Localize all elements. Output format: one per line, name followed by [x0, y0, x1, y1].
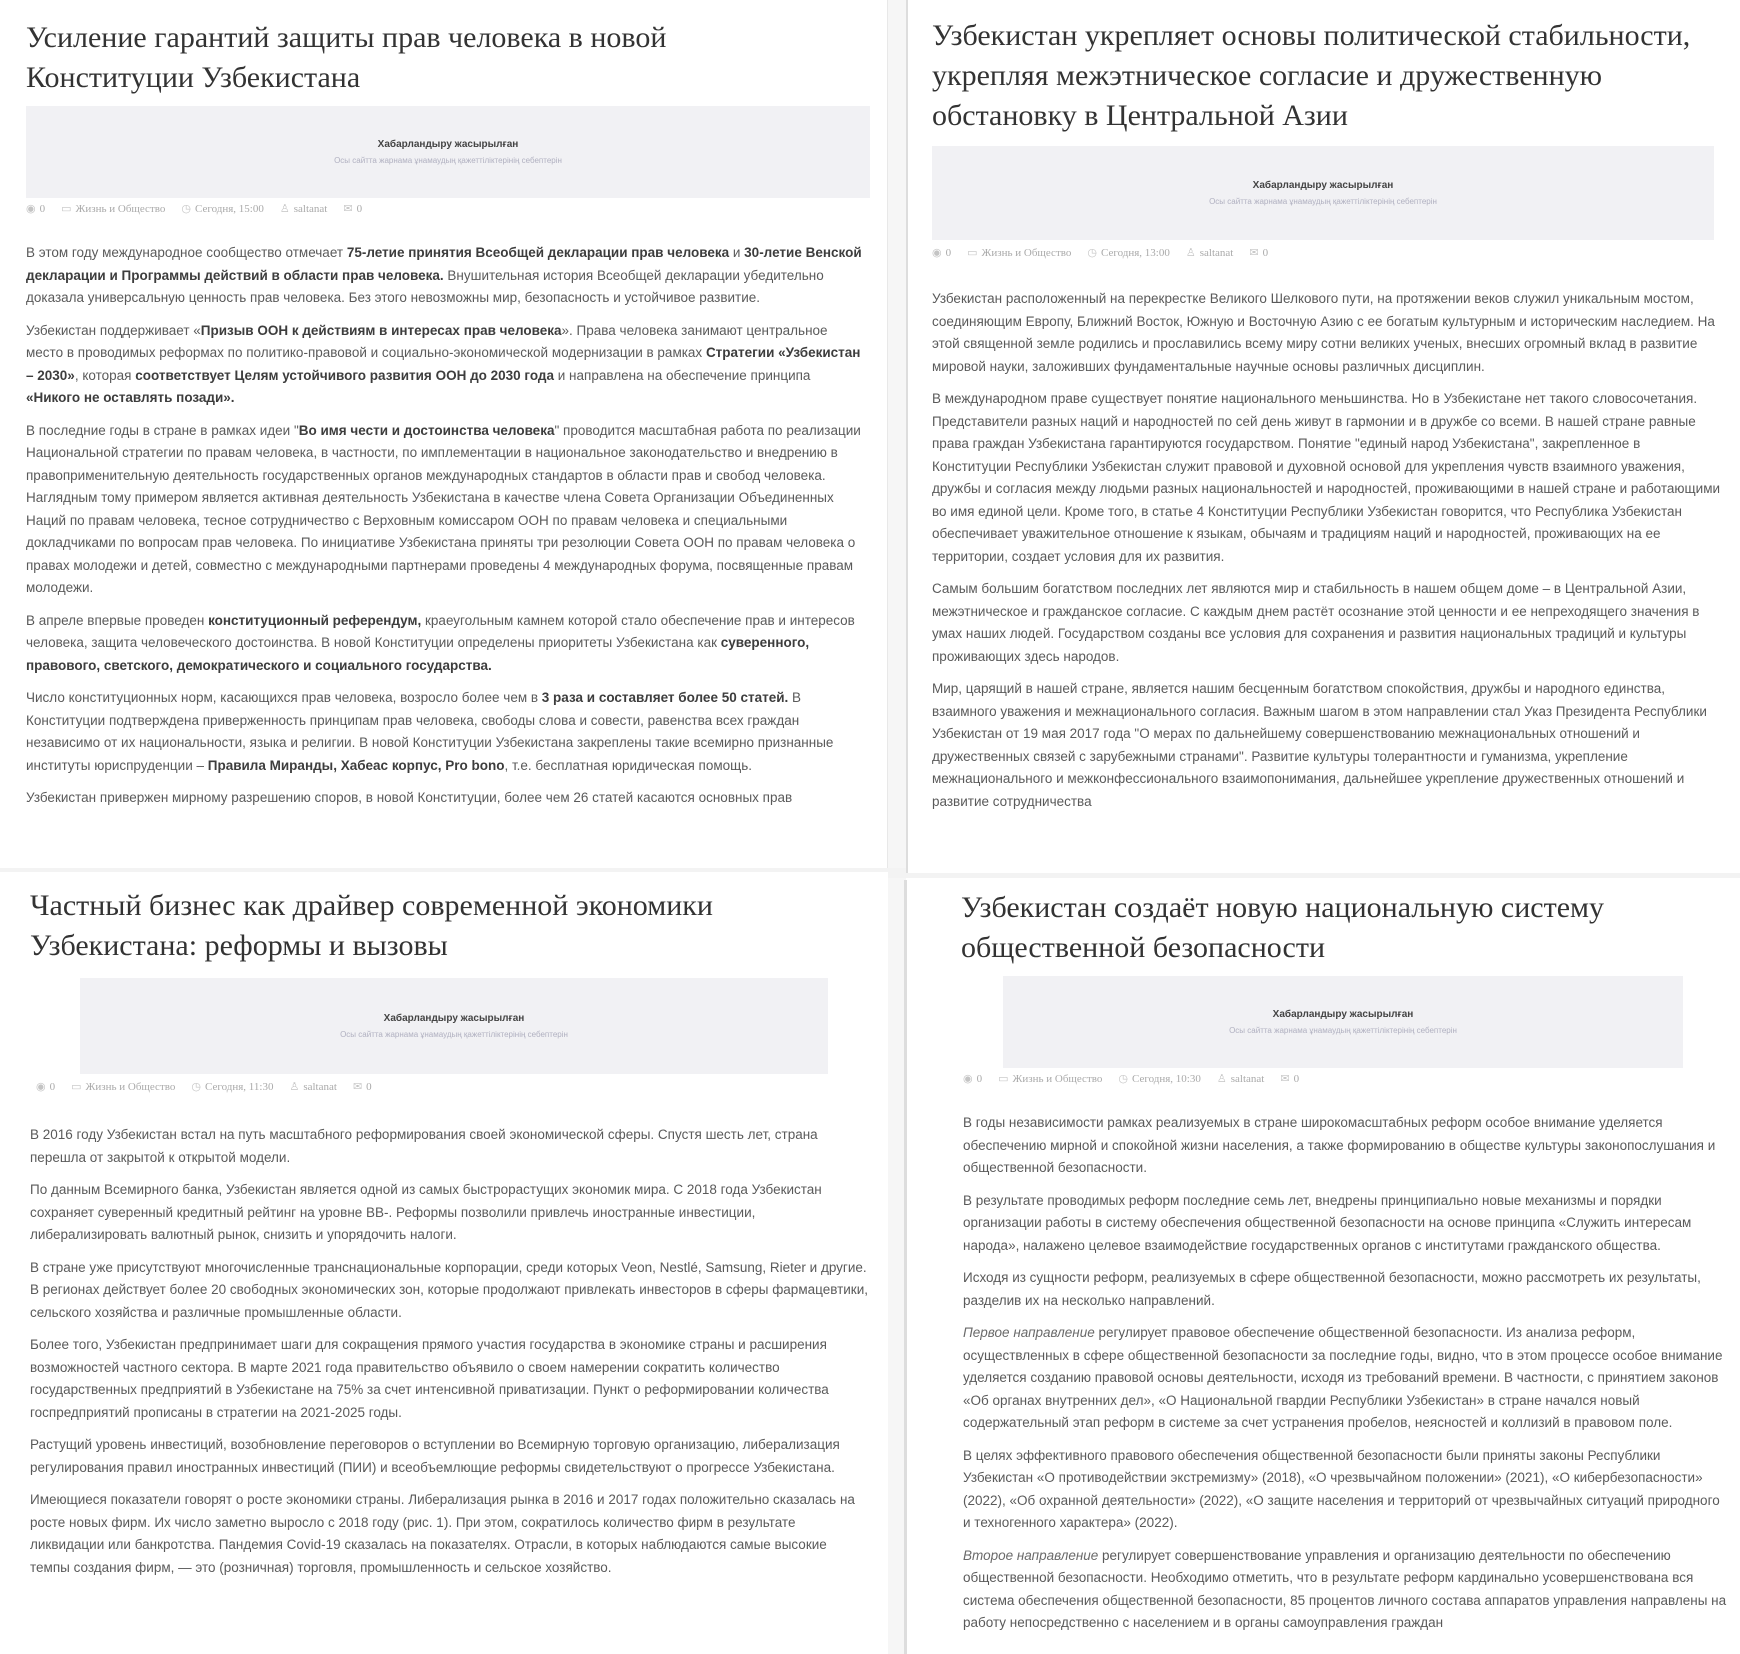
text-run: Самым большим богатством последних лет являются мир и стабильность в нашем общем доме – в Центральной Азии, межэтническое и гражданское согласие. С каждым днем растёт осознание этой ценности и ее непреходящего значения в умах наших людей. Государством созданы все условия для сохранения и развития национальных традиций и культуры проживающих здесь народов.	[932, 581, 1700, 664]
bold-text: 3 раза и составляет более 50 статей.	[541, 690, 789, 705]
bold-text: суверенного, правового, светского, демократического и социального государства.	[26, 635, 810, 673]
eye-icon: ◉	[26, 203, 36, 215]
clock-icon: ◷	[181, 203, 191, 215]
ad-subtitle: Осы сайтта жарнама ұнамаудың қажеттіліктерінің себептерін	[334, 156, 562, 165]
article-paragraph	[932, 288, 1722, 378]
article-paragraph	[30, 1334, 870, 1424]
article-paragraph	[963, 1267, 1727, 1312]
article-paragraph	[963, 1112, 1727, 1180]
bold-text: «Никого не оставлять позади».	[26, 390, 235, 405]
text-run: регулирует правовое обеспечение общественной безопасности. Из анализа реформ, осуществленных в сфере общественной безопасности за последние годы, видно, что в этом процессе особое внимание уделяется созданию правовой основы деятельности, исходя из требований времени. В частности, с принятием законов «Об органах внутренних дел», «О Национальной гвардии Республики Узбекистан» в стране начался новый содержательный этап реформ в системе за счет устранения пробелов, неясностей и коллизий в правовом поле.	[963, 1325, 1723, 1430]
ad-title: Хабарландыру жасырылған	[377, 139, 519, 150]
ad-title: Хабарландыру жасырылған	[383, 1013, 525, 1024]
article-paragraph	[932, 388, 1722, 568]
article-paragraph	[963, 1545, 1727, 1635]
views-count: ◉ 0	[963, 1072, 983, 1085]
ad-subtitle: Осы сайтта жарнама ұнамаудың қажеттіліктерінің себептерін	[340, 1030, 568, 1039]
comments-count[interactable]: ✉ 0	[1280, 1072, 1300, 1085]
text-run: , т.е. бесплатная юридическая помощь.	[504, 757, 753, 773]
author-link[interactable]: ♙ saltanat	[1216, 1072, 1265, 1085]
text-run: В стране уже присутствуют многочисленные транснациональные корпорации, среди которых Veon, Nestlé, Samsung, Rieter и другие. В регионах действует более 20 свободных экономических зон, которые продолжают привлекать инвесторов в сферы фармацевтики, сельского хозяйства и различные промышленные области.	[30, 1259, 868, 1320]
bold-text: Призыв ООН к действиям в интересах прав человека	[200, 322, 562, 338]
user-icon: ♙	[1216, 1073, 1227, 1085]
category-link[interactable]: ▭ Жизнь и Общество	[71, 1080, 176, 1093]
text-run: В Конституции подтверждена приверженность принципам прав человека, свободы слова и совести, равенства всех граждан независимо от их национальности, языка и религии. В новой Конституции Узбекистана закреплены такие всемирно признанные институты юриспруденции –	[26, 690, 834, 773]
ad-placeholder	[26, 106, 870, 198]
italic-text: Второе направление	[963, 1547, 1099, 1563]
user-icon: ♙	[1185, 247, 1196, 259]
text-run: Имеющиеся показатели говорят о росте экономики страны. Либерализация рынка в 2016 и 2017 годах положительно сказалась на росте новых фирм. Их число заметно выросло с 2018 году (рис. 1). При этом, сократилось количество фирм в результате ликвидации или банкротства. Пандемия Covid-19 сказалась на показателях. Отрасли, в которых наблюдаются самые высокие темпы создания фирм, — это (розничная) торговля, промышленность и сельское хозяйство.	[30, 1492, 855, 1575]
publish-time: ◷ Сегодня, 11:30	[191, 1080, 274, 1093]
author-link[interactable]: ♙ saltanat	[289, 1080, 337, 1093]
ad-placeholder	[932, 146, 1714, 240]
text-run: и	[729, 245, 745, 260]
publish-time: ◷ Сегодня, 15:00	[181, 202, 264, 215]
text-run: Более того, Узбекистан предпринимает шаги для сокращения прямого участия государства в экономике страны и расширения возможностей частного сектора. В марте 2021 года правительство объявило о своем намерении сократить количество государственных предприятий в Узбекистане на 75% за счет интенсивной приватизации. Пункт о реформировании количества госпредприятий прописаны в стратегии на 2021-2025 годы.	[30, 1337, 829, 1420]
article-panel-2	[906, 0, 1740, 873]
bold-text: соответствует Целям устойчивого развития ООН до 2030 года	[135, 367, 555, 383]
comment-icon: ✉	[343, 203, 353, 215]
folder-icon: ▭	[71, 1081, 82, 1093]
ad-title: Хабарландыру жасырылған	[1272, 1009, 1414, 1020]
comment-icon: ✉	[352, 1081, 363, 1093]
publish-time: ◷ Сегодня, 13:00	[1087, 246, 1170, 259]
publish-time: ◷ Сегодня, 10:30	[1118, 1072, 1201, 1085]
user-icon: ♙	[279, 203, 290, 215]
text-run: ». Права человека занимают центральное место в проводимых реформах по политико-правовой и социально-экономической модернизации в рамках	[26, 322, 828, 360]
ad-subtitle: Осы сайтта жарнама ұнамаудың қажеттіліктерінің себептерін	[1229, 1026, 1457, 1035]
article-paragraph	[30, 1257, 870, 1325]
text-run: В целях эффективного правового обеспечения общественной безопасности были приняты законы Республики Узбекистан «О противодействии экстремизму» (2018), «О чрезвычайном положении» (2021), «О кибербезопасности» (2022), «Об охранной деятельности» (2022), «О защите населения и территорий от чрезвычайных ситуаций природного и техногенного характера» (2022).	[963, 1447, 1720, 1530]
article-meta	[932, 246, 1268, 259]
ad-subtitle: Осы сайтта жарнама ұнамаудың қажеттіліктерінің себептерін	[1209, 197, 1437, 206]
category-link[interactable]: ▭ Жизнь и Общество	[61, 202, 166, 215]
eye-icon: ◉	[963, 1073, 973, 1085]
article-panel-4	[904, 880, 1740, 1654]
article-paragraph	[26, 420, 868, 600]
article-paragraph	[26, 787, 868, 810]
text-run: В апреле впервые проведен	[26, 612, 209, 628]
bold-text: Правила Миранды, Хабеас корпус, Pro bono	[207, 757, 505, 773]
folder-icon: ▭	[998, 1073, 1009, 1085]
article-panel-3	[0, 872, 888, 1654]
author-link[interactable]: ♙ saltanat	[279, 202, 328, 215]
article-paragraph	[30, 1124, 870, 1169]
text-run: В международном праве существует понятие национального меньшинства. Но в Узбекистане нет такого словосочетания. Представители разных наций и народностей по сей день живут в гармонии и в дружбе со всеми. В нашей стране равные права граждан Узбекистана гарантируются государством. Понятие "единый народ Узбекистана", закрепленное в Конституции Республики Узбекистан служит правовой и духовной основой для укрепления чувств взаимного уважения, дружбы и согласия между людьми разных национальностей и народностей, проживающими в нашей стране и работающими во имя единой цели. Кроме того, в статье 4 Конституции Республики Узбекистан говорится, что Республика Узбекистан обеспечивает уважительное отношение к языкам, обычаям и традициям наций и народностей, проживающих на ее территории, создает условия для их развития.	[932, 391, 1721, 564]
text-run: Число конституционных норм, касающихся прав человека, возросло более чем в	[26, 690, 542, 705]
article-paragraph	[963, 1445, 1727, 1535]
italic-text: Первое направление	[963, 1325, 1095, 1340]
bold-text: Стратегии «Узбекистан – 2030»	[26, 345, 861, 383]
text-run: Узбекистан расположенный на перекрестке Великого Шелкового пути, на протяжении веков служил уникальным мостом, соединяющим Европу, Ближний Восток, Южную и Восточную Азию с ее богатым культурным и историческим наследием. На этой священной земле родились и прославились всему миру сотни великих ученых, внесших огромный вклад в развитие мировой науки, заложивших фундаментальные научные основы различных дисциплин.	[932, 291, 1715, 374]
comment-icon: ✉	[1280, 1073, 1290, 1085]
text-run: Внушительная история Всеобщей декларации убедительно доказала универсальную ценность прав человека. Без этого невозможны мир, безопасность и устойчивое развитие.	[26, 267, 824, 305]
article-title[interactable]: Частный бизнес как драйвер современной экономики Узбекистана: реформы и вызовы	[30, 889, 713, 962]
folder-icon: ▭	[61, 203, 72, 215]
text-run: , которая	[74, 367, 136, 383]
category-link[interactable]: ▭ Жизнь и Общество	[967, 246, 1072, 259]
article-panel-1	[0, 0, 888, 868]
user-icon: ♙	[289, 1081, 300, 1093]
category-link[interactable]: ▭ Жизнь и Общество	[998, 1072, 1103, 1085]
article-paragraph	[26, 687, 868, 777]
article-title[interactable]: Узбекистан укрепляет основы политической стабильности, укрепляя межэтническое согласие и дружественную обстановку в Центральной Азии	[932, 19, 1691, 132]
article-body	[30, 1124, 870, 1589]
clock-icon: ◷	[1118, 1073, 1128, 1085]
bold-text: 30-летие Венской декларации и Программы действий в области прав человека.	[26, 245, 862, 283]
article-meta	[963, 1072, 1299, 1085]
text-run: В годы независимости рамках реализуемых в стране широкомасштабных реформ особое внимание уделяется обеспечению мирной и спокойной жизни населения, а также формированию в обществе культуры законопослушания и общественной безопасности.	[963, 1115, 1716, 1175]
article-paragraph	[26, 320, 868, 410]
text-run: По данным Всемирного банка, Узбекистан является одной из самых быстрорастущих экономик мира. С 2018 года Узбекистан сохраняет суверенный кредитный рейтинг на уровне BB-. Реформы позволили привлечь иностранные инвестиции, либерализировать валютный рынок, снизить и упорядочить налоги.	[30, 1182, 822, 1242]
article-paragraph	[30, 1489, 870, 1579]
article-title[interactable]: Узбекистан создаёт новую национальную систему общественной безопасности	[961, 891, 1604, 964]
text-run: Узбекистан поддерживает «	[26, 322, 201, 338]
eye-icon: ◉	[932, 247, 942, 259]
comment-icon: ✉	[1249, 247, 1259, 259]
text-run: В последние годы в стране в рамках идеи "	[26, 422, 299, 438]
article-paragraph	[932, 678, 1722, 813]
text-run: " проводится масштабная работа по реализации Национальной стратегии по правам человека, в частности, по имплементации в национальное законодательство и внедрению в правоприменительную деятельность государственных органов международных стандартов в области прав и свобод человека. Наглядным тому примером является активная деятельность Узбекистана в качестве члена Совета Организации Объединенных Наций по правам человека, тесное сотрудничество с Верховным комиссаром ООН по правам человека и специальными докладчиками по вопросам прав человека. По инициативе Узбекистана приняты три резолюции Совета ООН по правам человека о правах молодежи и детей, совместно с международными партнерами проведены 4 международных форума, посвященные правам молодежи.	[26, 422, 861, 595]
eye-icon: ◉	[36, 1081, 46, 1093]
text-run: Мир, царящий в нашей стране, является нашим бесценным богатством спокойствия, дружбы и народного единства, взаимного уважения и межнационального согласия. Важным шагом в этом направлении стал Указ Президента Республики Узбекистан от 19 мая 2017 года "О мерах по дальнейшему совершенствованию межнациональных отношений и дружественных связей с зарубежными странами". Развитие культуры толерантности и гуманизма, укрепление межнационального и межконфессионального взаимопонимания, дальнейшее укрепление дружественных отношений и развитие сотрудничества	[932, 681, 1707, 809]
comments-count[interactable]: ✉ 0	[343, 202, 363, 215]
folder-icon: ▭	[967, 247, 978, 259]
text-run: В 2016 году Узбекистан встал на путь масштабного реформирования своей экономической сферы. Спустя шесть лет, страна перешла от закрытой к открытой модели.	[30, 1127, 818, 1165]
article-paragraph	[30, 1434, 870, 1479]
text-run: В этом году международное сообщество отмечает	[26, 245, 347, 260]
clock-icon: ◷	[1087, 247, 1097, 259]
article-paragraph	[26, 610, 868, 678]
article-body	[963, 1112, 1727, 1645]
clock-icon: ◷	[191, 1081, 201, 1093]
ad-title: Хабарландыру жасырылған	[1252, 180, 1394, 191]
text-run: Растущий уровень инвестиций, возобновление переговоров о вступлении во Всемирную торговую организацию, либерализация регулирования правил иностранных инвестиций (ПИИ) и всеобъемлющие реформы свидетельствуют о прогрессе Узбекистана.	[30, 1437, 840, 1475]
article-body	[26, 242, 868, 820]
ad-placeholder	[80, 978, 828, 1074]
bold-text: 75-летие принятия Всеобщей декларации прав человека	[346, 245, 730, 260]
views-count: ◉ 0	[36, 1080, 56, 1093]
article-body	[932, 288, 1722, 823]
article-paragraph	[26, 242, 868, 310]
text-run: Исходя из сущности реформ, реализуемых в сфере общественной безопасности, можно рассмотреть их результаты, разделив их на несколько направлений.	[963, 1270, 1701, 1308]
text-run: Узбекистан привержен мирному разрешению споров, в новой Конституции, более чем 26 статей касаются основных прав	[26, 790, 793, 805]
text-run: краеугольным камнем которой стало обеспечение прав и интересов человека, защита человеческого достоинства. В новой Конституции определены приоритеты Узбекистана как	[26, 612, 855, 650]
article-paragraph	[30, 1179, 870, 1247]
article-meta	[36, 1080, 372, 1093]
text-run: В результате проводимых реформ последние семь лет, внедрены принципиально новые механизмы и порядки организации работы в систему обеспечения общественной безопасности на основе принципа «Служить интересам народа», налажено целевое взаимодействие государственных органов с институтами гражданского общества.	[963, 1192, 1692, 1253]
views-count: ◉ 0	[26, 202, 46, 215]
bold-text: конституционный референдум,	[208, 612, 422, 628]
text-run: и направлена на обеспечение принципа	[554, 367, 811, 383]
article-paragraph	[932, 578, 1722, 668]
article-meta	[26, 202, 362, 215]
author-link[interactable]: ♙ saltanat	[1185, 246, 1234, 259]
article-paragraph	[963, 1322, 1727, 1435]
article-title[interactable]: Усиление гарантий защиты прав человека в новой Конституции Узбекистана	[26, 21, 667, 94]
comments-count[interactable]: ✉ 0	[352, 1080, 372, 1093]
bold-text: Во имя чести и достоинства человека	[298, 422, 555, 438]
comments-count[interactable]: ✉ 0	[1249, 246, 1269, 259]
ad-placeholder	[1003, 976, 1683, 1068]
text-run: регулирует совершенствование управления и организацию деятельности по обеспечению общественной безопасности. Необходимо отметить, что в результате реформ кардинально усовершенствована вся система обеспечения общественной безопасности, 85 процентов личного состава аппаратов управления направлены на работу непосредственно с населением и в органы самоуправления граждан	[963, 1547, 1727, 1630]
article-paragraph	[963, 1190, 1727, 1258]
views-count: ◉ 0	[932, 246, 952, 259]
